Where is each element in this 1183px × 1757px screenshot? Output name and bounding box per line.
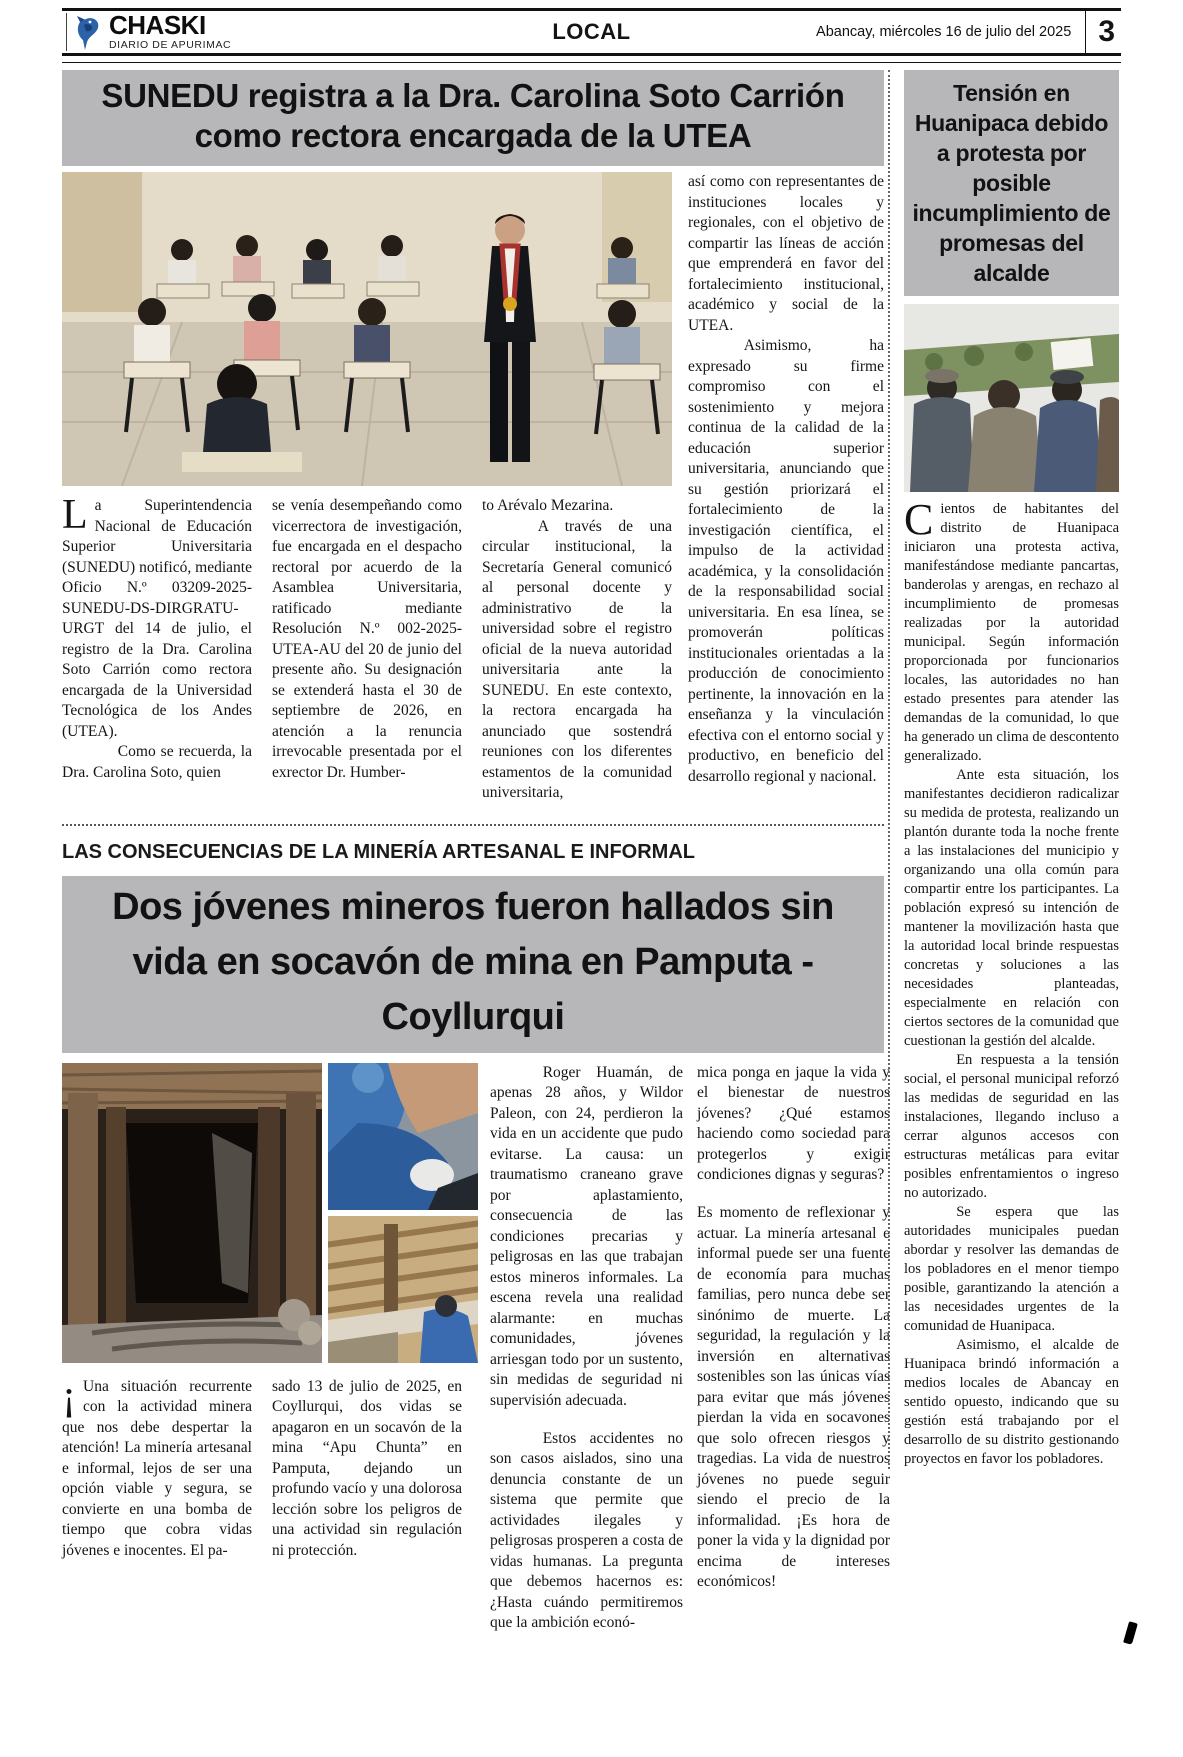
article-sunedu-column-2: se venía desempeñando como vicerrectora de investigación, fue encargada en el despacho rectoral por acuerdo de la Asamblea Universitaria, ratificado mediante Resolución N.º 002-2025-UTEA-AU del 20 de junio del presente año. Su designación se extenderá hasta el 30 de septiembre de 2026, en atención a la renuncia irrevocable presentada por el exrector Dr. Humber-	[272, 497, 462, 781]
brand-name: CHASKI	[109, 10, 206, 40]
article-mineros-headline: Dos jóvenes mineros fueron hallados sin vida en socavón de mina en Pamputa - Coyllurqui	[62, 876, 884, 1053]
article-mineros-column-2: sado 13 de julio de 2025, en Coyllurqui, dos vidas se apagaron en un socavón de la mina “Apu Chunta” en Pamputa, dejando un profundo vacío y una dolorosa lección sobre los peligros de una actividad sin regulación ni protección.	[272, 1377, 462, 1559]
article-mineros-column-4: mica ponga en jaque la vida y el bienestar de nuestros jóvenes? ¿Qué estamos haciendo como sociedad para protegerlos y exigir condiciones dignas y seguras? Es momento de reflexionar y actuar. La minería artesanal e informal puede ser una fuente de economía para muchas familias, pero nunca debe ser sinónimo de muerte. La seguridad, la regulación y la inversión en alternativas sostenibles son las únicas vías para evitar que más jóvenes pierdan la vida en socavones que solo ofrecen riesgos y tragedias. La vida de nuestros jóvenes no puede seguir siendo el precio de la informalidad. ¡Es hora de poner la vida y la dignidad por encima de intereses económicos!	[697, 1063, 890, 1591]
article-sunedu	[62, 70, 884, 804]
masthead	[62, 8, 1121, 56]
brand-tagline: DIARIO DE APURIMAC	[109, 39, 232, 51]
classroom-exam-photo	[62, 172, 672, 486]
main-column	[62, 70, 890, 1652]
drop-cap-C: C	[904, 495, 934, 544]
article-sunedu-column-3: to Arévalo Mezarina. A través de una circular institucional, la Secretaría General comunicó al personal docente y administrativo de la universidad sobre el registro oficial de la nueva autoridad universitaria ante la SUNEDU. En este contexto, la rectora encargada ha anunciado que sostendrá reuniones con los diferentes estamentos de la comunidad universitaria,	[482, 497, 672, 801]
article-divider-dotted-rule	[62, 824, 884, 826]
page-number: 3	[1098, 15, 1115, 48]
dateline: Abancay, miércoles 16 de julio del 2025	[816, 24, 1072, 40]
content-area	[62, 70, 1121, 1652]
article-sunedu-headline: SUNEDU registra a la Dra. Carolina Soto Carrión como rectora encargada de la UTEA	[62, 70, 884, 166]
sidebar-headline: Tensión en Huanipaca debido a protesta por posible incumplimiento de promesas del alcalde	[904, 70, 1119, 296]
sidebar-body: C ientos de habitantes del distrito de Huanipaca iniciaron una protesta activa, manifestándose mediante pancartas, banderolas y arengas, en rechazo al incumplimiento de promesas realizadas por la autoridad municipal. Según información proporcionada por funcionarios locales, las autoridades no han estado presentes para atender las demandas de la comunidad, lo que ha generado un clima de descontento generalizado. Ante esta situación, los manifestantes decidieron radicalizar su medida de protesta, realizando un plantón durante toda la noche frente a las instalaciones del municipio y organizando una olla común para compartir entre los participantes. La población expresó su intención de mantener la movilización hasta que la autoridad local brinde respuestas concretas y soluciones a las necesidades planteadas, especialmente en relación con ciertos sectores de la comunidad que cuestionan la gestión del alcalde. En respuesta a la tensión social, el personal municipal reforzó las medidas de seguridad en las instalaciones, llegando incluso a cerrar algunos accesos con estructuras metálicas para evitar posibles enfrentamientos o ingreso no autorizado. Se espera que las autoridades municipales puedan abordar y resolver las demandas de los pobladores en el menor tiempo posible, garantizando la atención a las necesidades urgentes de la comunidad de Huanipaca. Asimismo, el alcalde de Huanipaca brindó información a medios locales de Abancay en sentido opuesto, indicando que su gestión está trabajando por el desarrollo de su distrito gestionando proyectos en favor los pobladores.	[904, 495, 1119, 1467]
mine-tunnel-photo	[62, 1063, 322, 1363]
article-mineros-column-3: Roger Huamán, de apenas 28 años, y Wildor Paleon, con 24, perdieron la vida en un accidente que pudo evitarse. La causa: un traumatismo craneano grave por aplastamiento, consecuencia de las condiciones precarias y peligrosas en las que trabajan estos mineros informales. La escena revela una realidad alarmante: en muchas comunidades, jóvenes arriesgan todo por un sustento, sin medidas de seguridad ni supervisión adecuada. Estos accidentes no son casos aislados, sino una denuncia constante de un sistema que permite que actividades ilegales y peligrosas prosperen a costa de vidas humanas. La pregunta que debemos hacernos es: ¿Hasta cuándo permitiremos que la ambición econó-	[490, 1063, 683, 1632]
protest-crowd-photo	[904, 304, 1119, 492]
section-label: LOCAL	[552, 19, 631, 44]
sidebar-huanipaca	[888, 70, 1119, 1469]
article-mineros	[62, 840, 890, 1652]
article-mineros-kicker: LAS CONSECUENCIAS DE LA MINERÍA ARTESANAL E INFORMAL	[62, 840, 695, 863]
article-mineros-column-1: ¡ Una situación recurrente con la actividad minera que nos debe despertar la atención! La minería artesanal e informal, lejos de ser una opción viable y segura, se convierte en una bomba de tiempo que cobra vidas jóvenes e inocentes. El pa-	[62, 1372, 252, 1559]
drop-cap-L: L	[62, 492, 88, 538]
article-sunedu-column-4: así como con representantes de instituciones locales y regionales, con el objetivo de compartir las líneas de acción que emprenderá en favor del fortalecimiento institucional, académico y social de la UTEA. Asimismo, ha expresado su firme compromiso con el sostenimiento y mejora continua de la calidad de la educación superior universitaria, anunciando que su gestión priorizará el fortalecimiento de la investigación científica, el impulso de la actividad académica, y la consolidación de la responsabilidad social universitaria. En esa línea, se promoverán políticas institucionales orientadas a la producción de conocimiento pertinente, la innovación en la enseñanza y la vinculación efectiva con el entorno social y productivo, en beneficio del desarrollo regional y nacional.	[688, 173, 884, 785]
ink-mark	[1123, 1621, 1138, 1645]
rescue-medic-photo	[328, 1063, 478, 1210]
mine-site-shed-photo	[328, 1216, 478, 1363]
article-sunedu-column-1: L a Superintendencia Nacional de Educación Superior Universitaria (SUNEDU) notificó, mediante Oficio N.º 03209-2025-SUNEDU-DS-DIRGRATU-URGT del 14 de julio, el registro de la Dra. Carolina Soto Carrión como rectora encargada de la Universidad Tecnológica de los Andes (UTEA). Como se recuerda, la Dra. Carolina Soto, quien	[62, 492, 252, 781]
drop-cap-exclamation: ¡	[62, 1372, 76, 1419]
masthead-thin-rule	[62, 62, 1121, 63]
